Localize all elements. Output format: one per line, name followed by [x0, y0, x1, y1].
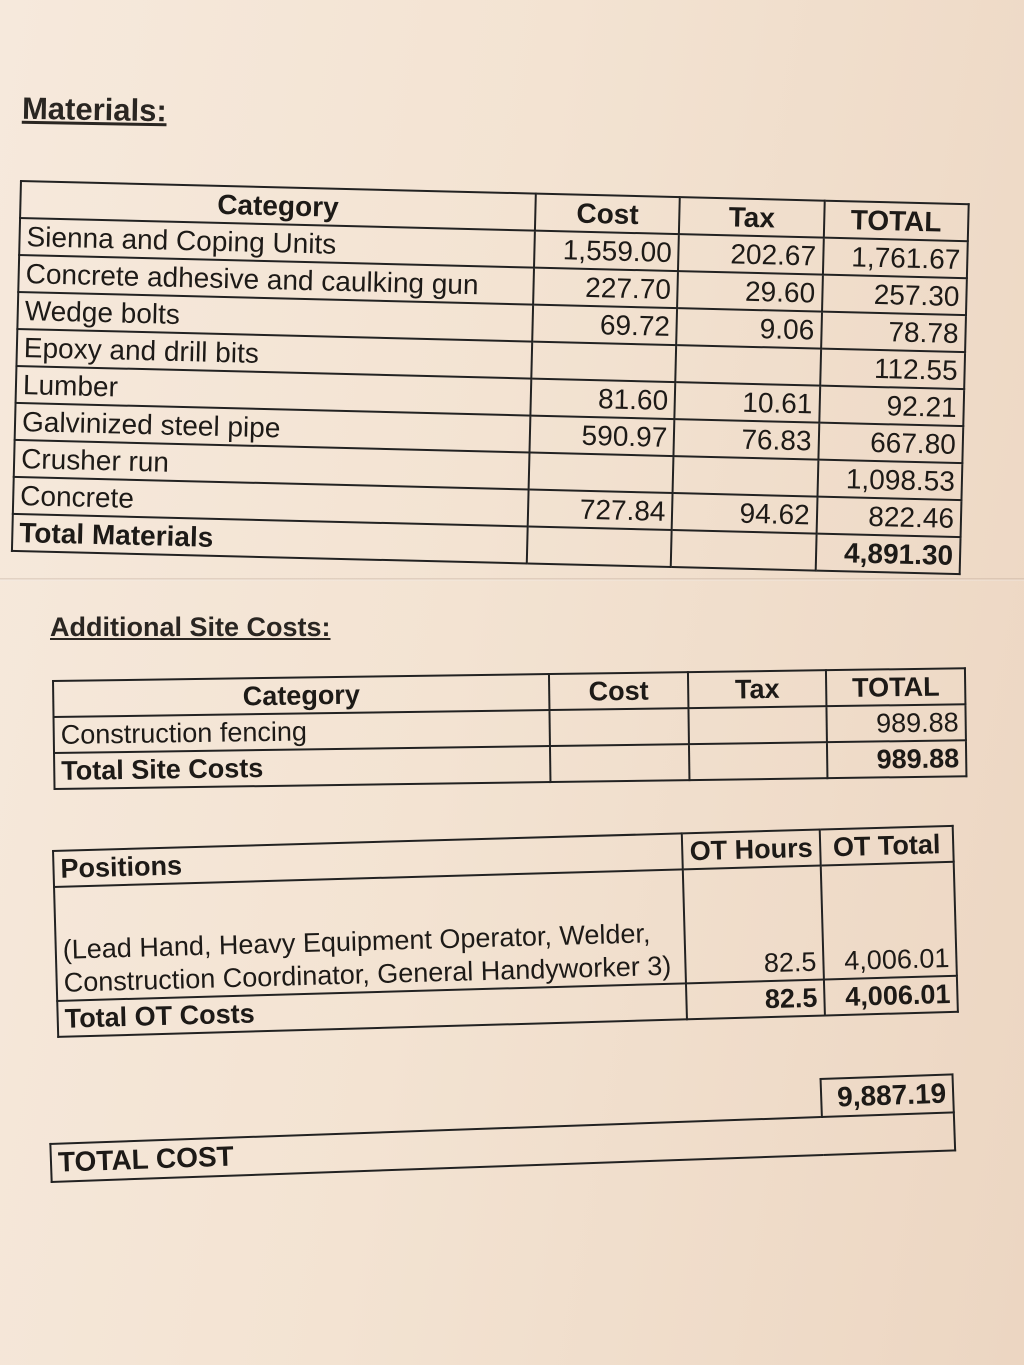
site-total-label: Total Site Costs	[54, 746, 551, 789]
cell-category: Concrete	[13, 477, 529, 527]
header-ot-hours: OT Hours	[682, 830, 821, 870]
grand-total-label: TOTAL COST	[50, 1112, 955, 1182]
header-cost: Cost	[549, 672, 688, 710]
cell-category: Construction fencing	[54, 710, 551, 753]
cell-category: Sienna and Coping Units	[19, 218, 535, 268]
materials-total-value: 4,891.30	[815, 534, 960, 575]
paper-fold-line	[0, 578, 1024, 581]
cell-tax: 76.83	[674, 419, 819, 460]
cell-cost: 727.84	[528, 490, 673, 531]
cell-tax: 202.67	[678, 234, 823, 275]
materials-total-label: Total Materials	[12, 514, 528, 564]
cell-cost	[531, 342, 676, 383]
cell-total: 1,098.53	[817, 460, 962, 501]
site-costs-title: Additional Site Costs:	[50, 612, 331, 642]
cell-ot-hours: 82.5	[683, 866, 824, 984]
cell-category: Crusher run	[14, 440, 530, 490]
cell-tax-empty	[689, 742, 828, 780]
cell-cost	[550, 708, 689, 746]
cell-cost: 69.72	[532, 305, 677, 346]
ot-total-label: Total OT Costs	[57, 983, 687, 1037]
header-positions: Positions	[53, 833, 683, 887]
header-category: Category	[53, 674, 550, 717]
cell-total: 667.80	[818, 423, 963, 464]
header-tax: Tax	[679, 197, 824, 238]
cell-tax: 10.61	[675, 382, 820, 423]
cell-total: 822.46	[816, 497, 961, 538]
cell-cost: 1,559.00	[534, 231, 679, 272]
cell-category: Concrete adhesive and caulking gun	[18, 255, 534, 305]
cell-tax: 9.06	[677, 308, 822, 349]
cell-cost: 81.60	[530, 379, 675, 420]
cell-total: 989.88	[827, 704, 966, 742]
cell-tax	[673, 456, 818, 497]
header-cost: Cost	[535, 194, 680, 235]
cell-cost	[529, 453, 674, 494]
cell-category: Wedge bolts	[17, 292, 533, 342]
cell-ot-total: 4,006.01	[821, 862, 957, 980]
cell-tax	[688, 706, 827, 744]
cell-total: 92.21	[819, 386, 964, 427]
cell-total: 78.78	[821, 312, 966, 353]
header-total: TOTAL	[826, 668, 965, 706]
ot-costs-table	[52, 825, 959, 1038]
cell-total: 1,761.67	[823, 238, 968, 279]
ot-total-hours: 82.5	[686, 979, 825, 1019]
cell-category: Galvinized steel pipe	[15, 403, 531, 453]
cell-cost-empty	[550, 744, 689, 782]
site-costs-table	[52, 667, 967, 790]
header-tax: Tax	[688, 670, 827, 708]
grand-total-value: 9,887.19	[821, 1074, 954, 1117]
header-category: Category	[20, 181, 536, 231]
cell-tax: 29.60	[677, 271, 822, 312]
site-total-value: 989.88	[827, 740, 966, 778]
cell-cost: 227.70	[533, 268, 678, 309]
materials-table	[11, 180, 970, 575]
cell-total: 257.30	[822, 275, 967, 316]
cell-tax-empty	[671, 530, 816, 571]
cell-category: Lumber	[16, 366, 532, 416]
cell-cost-empty	[527, 527, 672, 568]
cell-tax	[676, 345, 821, 386]
positions-description: (Lead Hand, Heavy Equipment Operator, Welder, Construction Coordinator, General Handyworker 3)	[54, 869, 686, 1001]
header-total: TOTAL	[824, 201, 969, 242]
cell-total: 112.55	[820, 349, 965, 390]
cell-cost: 590.97	[530, 416, 675, 457]
materials-title: Materials:	[21, 90, 168, 129]
ot-total-value: 4,006.01	[824, 976, 958, 1016]
cell-tax: 94.62	[672, 493, 817, 534]
header-ot-total: OT Total	[820, 826, 954, 866]
cell-category: Epoxy and drill bits	[16, 329, 532, 379]
